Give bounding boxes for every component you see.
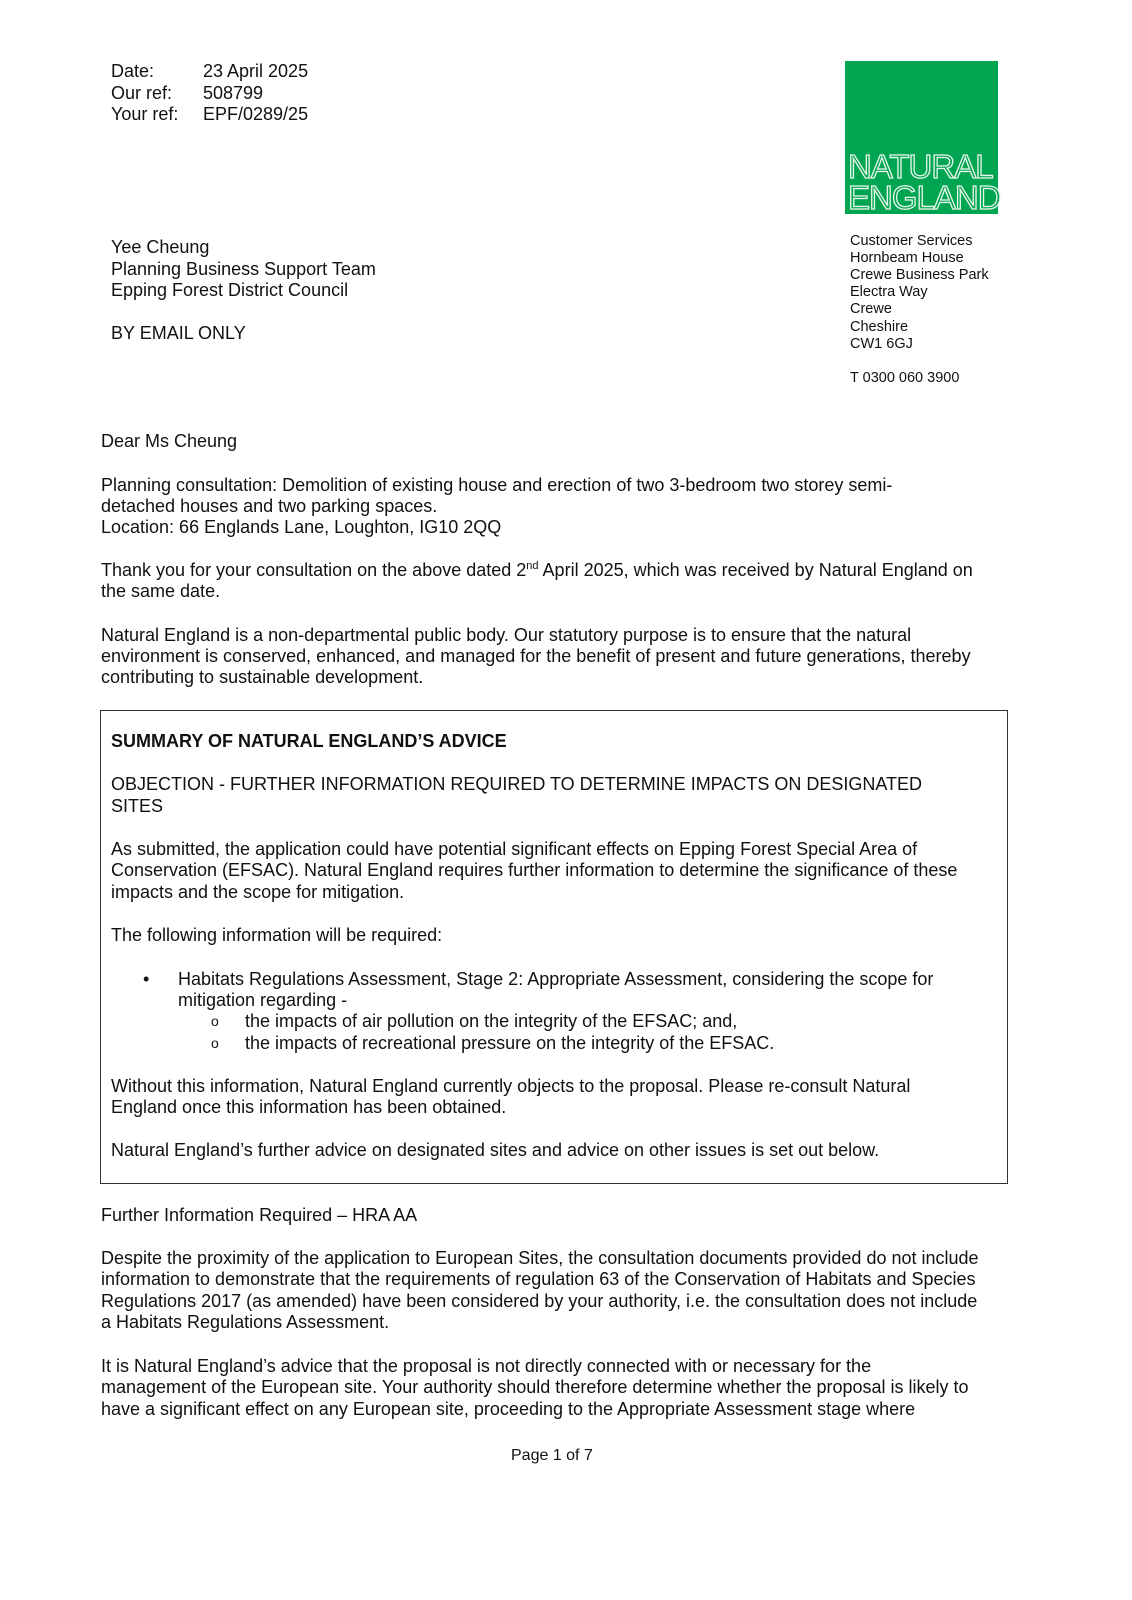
objection-line: SITES [111, 796, 164, 816]
address-line: CW1 6GJ [850, 336, 913, 352]
address-line: Crewe [850, 301, 892, 317]
summary-text: Conservation (EFSAC). Natural England requires further information to determine the significance of these [111, 860, 958, 880]
page-number: Page 1 of 7 [511, 1447, 593, 1464]
summary-text: As submitted, the application could have potential significant effects on Epping Forest Special Area of [111, 839, 918, 859]
subject-line: detached houses and two parking spaces. [101, 496, 438, 516]
body-line: a Habitats Regulations Assessment. [101, 1312, 390, 1332]
sub-bullet-text: the impacts of air pollution on the integrity of the EFSAC; and, [245, 1011, 738, 1031]
body-line: Despite the proximity of the application to European Sites, the consultation documents provided do not include [101, 1248, 979, 1268]
recipient-team: Planning Business Support Team [111, 259, 376, 279]
address-line: Customer Services [850, 233, 973, 249]
delivery-note: BY EMAIL ONLY [111, 323, 246, 343]
intro-line: contributing to sustainable development. [101, 667, 424, 687]
summary-text: Without this information, Natural England currently objects to the proposal. Please re-consult Natural [111, 1076, 911, 1096]
sub-bullet-icon: o [211, 1013, 219, 1029]
objection-line: OBJECTION - FURTHER INFORMATION REQUIRED TO DETERMINE IMPACTS ON DESIGNATED [111, 774, 923, 794]
section-heading: Further Information Required – HRA AA [101, 1205, 418, 1225]
summary-text: England once this information has been obtained. [111, 1097, 507, 1117]
logo-text-2: ENGLAND [848, 179, 1001, 216]
intro-line: Natural England is a non-departmental public body. Our statutory purpose is to ensure that the natural [101, 625, 912, 645]
bullet-icon: • [143, 969, 150, 989]
ordinal-suffix: nd [526, 560, 539, 572]
thanks-text: Thank you for your consultation on the above dated 2 [101, 560, 527, 580]
bullet-text: mitigation regarding - [178, 990, 348, 1010]
summary-text: The following information will be required: [111, 925, 443, 945]
natural-england-logo [845, 61, 1001, 216]
address-line: Hornbeam House [850, 250, 964, 266]
address-line: Cheshire [850, 319, 909, 335]
address-line: Crewe Business Park [850, 267, 989, 283]
salutation: Dear Ms Cheung [101, 431, 238, 451]
bullet-text: Habitats Regulations Assessment, Stage 2: Appropriate Assessment, considering the scope for [178, 969, 934, 989]
logo-text-1: NATURAL [848, 148, 993, 185]
thanks-text: April 2025, which was received by Natural England on [538, 560, 973, 580]
recipient-name: Yee Cheung [111, 237, 210, 257]
address-line: Electra Way [850, 284, 928, 300]
phone-number: T 0300 060 3900 [850, 370, 960, 386]
subject-location: Location: 66 Englands Lane, Loughton, IG10 2QQ [101, 517, 502, 537]
intro-line: environment is conserved, enhanced, and managed for the benefit of present and future generations, thereby [101, 646, 971, 666]
body-line: It is Natural England’s advice that the proposal is not directly connected with or necessary for the [101, 1356, 872, 1376]
body-line: Regulations 2017 (as amended) have been considered by your authority, i.e. the consultation does not include [101, 1291, 978, 1311]
summary-heading: SUMMARY OF NATURAL ENGLAND’S ADVICE [111, 731, 507, 751]
your-ref-label: Your ref: [111, 104, 179, 124]
subject-line: Planning consultation: Demolition of existing house and erection of two 3-bedroom two storey semi- [101, 475, 893, 495]
sub-bullet-text: the impacts of recreational pressure on the integrity of the EFSAC. [245, 1033, 775, 1053]
recipient-organisation: Epping Forest District Council [111, 280, 349, 300]
body-line: information to demonstrate that the requirements of regulation 63 of the Conservation of Habitats and Species [101, 1269, 976, 1289]
summary-text: impacts and the scope for mitigation. [111, 882, 405, 902]
thanks-line: the same date. [101, 581, 221, 601]
summary-text: Natural England’s further advice on designated sites and advice on other issues is set out below. [111, 1140, 880, 1160]
thanks-line [101, 559, 973, 581]
sub-bullet-icon: o [211, 1035, 219, 1051]
date-label: Date: [111, 61, 155, 81]
our-ref-label: Our ref: [111, 83, 173, 103]
your-ref-value: EPF/0289/25 [203, 104, 309, 124]
date-value: 23 April 2025 [203, 61, 309, 81]
our-ref-value: 508799 [203, 83, 264, 103]
body-line: have a significant effect on any European site, proceeding to the Appropriate Assessment stage where [101, 1399, 916, 1419]
body-line: management of the European site. Your authority should therefore determine whether the proposal is likely to [101, 1377, 969, 1397]
